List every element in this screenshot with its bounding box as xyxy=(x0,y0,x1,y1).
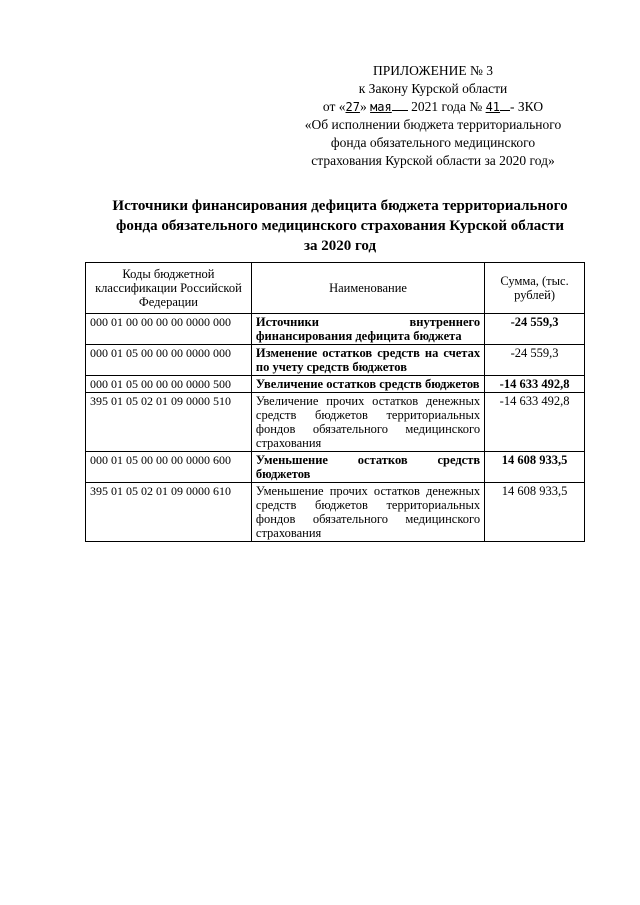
date-year: 2021 года № xyxy=(411,99,483,114)
title-line-1: Источники финансирования дефицита бюджета территориального xyxy=(112,198,568,214)
row-sum: -14 633 492,8 xyxy=(485,393,585,452)
row-sum: 14 608 933,5 xyxy=(485,452,585,483)
header-code: Коды бюджетной классификации Российской Федерации xyxy=(86,263,252,314)
row-name: Увеличение прочих остатков денежных средств бюджетов территориальных фондов обязательного медицинского страхования xyxy=(251,393,484,452)
date-day: 27 xyxy=(345,100,360,114)
row-name: Источники внутреннего финансирования дефицита бюджета xyxy=(251,314,484,345)
appendix-law-ref: к Закону Курской области xyxy=(358,81,508,96)
row-sum: -24 559,3 xyxy=(485,345,585,376)
table-row xyxy=(86,483,585,542)
table-row xyxy=(86,452,585,483)
table-header-row xyxy=(86,263,585,314)
title-line-3: за 2020 год xyxy=(303,238,377,254)
header-sum: Сумма, (тыс. рублей) xyxy=(485,263,585,314)
row-code: 000 01 05 00 00 00 0000 600 xyxy=(86,452,252,483)
law-number: 41 xyxy=(485,100,501,114)
row-sum: -24 559,3 xyxy=(485,314,585,345)
appendix-subject-3: страхования Курской области за 2020 год» xyxy=(311,153,555,168)
law-number-suffix: - ЗКО xyxy=(510,99,544,114)
row-code: 395 01 05 02 01 09 0000 510 xyxy=(86,393,252,452)
number-underline xyxy=(500,98,510,111)
appendix-date-line xyxy=(288,98,578,116)
row-name: Уменьшение остатков средств бюджетов xyxy=(251,452,484,483)
date-underline xyxy=(392,98,408,111)
appendix-number: ПРИЛОЖЕНИЕ № 3 xyxy=(372,63,494,78)
date-mid: » xyxy=(359,99,367,114)
row-code: 000 01 05 00 00 00 0000 000 xyxy=(86,345,252,376)
row-sum: 14 608 933,5 xyxy=(485,483,585,542)
row-code: 395 01 05 02 01 09 0000 610 xyxy=(86,483,252,542)
row-code: 000 01 00 00 00 00 0000 000 xyxy=(86,314,252,345)
appendix-subject-2: фонда обязательного медицинского xyxy=(330,135,536,150)
sources-table xyxy=(85,262,585,542)
document-title xyxy=(90,196,590,256)
table-row xyxy=(86,345,585,376)
table-row xyxy=(86,393,585,452)
row-name: Увеличение остатков средств бюджетов xyxy=(251,376,484,393)
appendix-subject-1: «Об исполнении бюджета территориального xyxy=(304,117,562,132)
title-line-2: фонда обязательного медицинского страхования Курской области xyxy=(116,218,564,234)
date-month: мая xyxy=(370,100,392,114)
header-name: Наименование xyxy=(251,263,484,314)
row-sum: -14 633 492,8 xyxy=(485,376,585,393)
appendix-block xyxy=(288,62,578,170)
row-name: Изменение остатков средств на счетах по учету средств бюджетов xyxy=(251,345,484,376)
date-prefix: от « xyxy=(322,99,346,114)
table-row xyxy=(86,376,585,393)
row-code: 000 01 05 00 00 00 0000 500 xyxy=(86,376,252,393)
row-name: Уменьшение прочих остатков денежных средств бюджетов территориальных фондов обязательного медицинского страхования xyxy=(251,483,484,542)
table-row xyxy=(86,314,585,345)
